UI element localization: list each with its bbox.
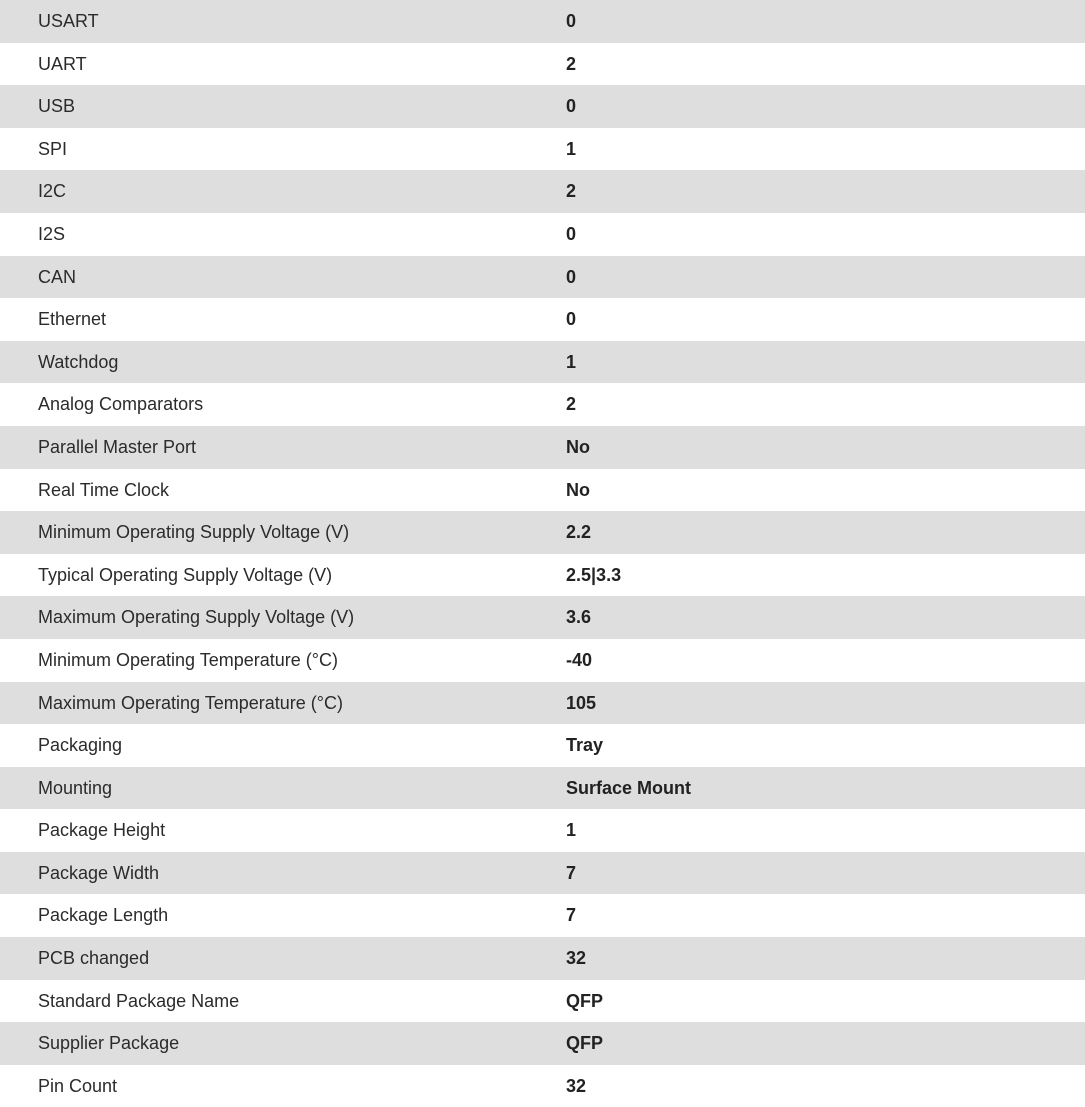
spec-value: No bbox=[566, 436, 590, 457]
spec-value: -40 bbox=[566, 649, 593, 670]
spec-label: Package Width bbox=[38, 862, 160, 883]
spec-row bbox=[0, 426, 1085, 469]
spec-label: Analog Comparators bbox=[38, 394, 204, 415]
spec-value: 1 bbox=[566, 351, 577, 372]
spec-value: 2.5|3.3 bbox=[566, 564, 622, 585]
spec-row bbox=[0, 682, 1085, 725]
spec-row bbox=[0, 767, 1085, 810]
spec-label: Maximum Operating Temperature (°C) bbox=[38, 692, 343, 713]
spec-value: 0 bbox=[566, 11, 577, 31]
spec-value: No bbox=[566, 479, 590, 500]
spec-label: I2S bbox=[38, 223, 66, 244]
spec-label: PCB changed bbox=[38, 948, 150, 969]
spec-value: QFP bbox=[566, 990, 604, 1011]
spec-value: 0 bbox=[566, 266, 577, 287]
spec-row bbox=[0, 85, 1085, 128]
spec-row bbox=[0, 1022, 1085, 1065]
spec-row bbox=[0, 298, 1085, 341]
spec-row bbox=[0, 170, 1085, 213]
spec-value: 2.2 bbox=[566, 522, 592, 543]
spec-row bbox=[0, 383, 1085, 426]
spec-label: Supplier Package bbox=[38, 1033, 180, 1054]
spec-row bbox=[0, 1065, 1085, 1107]
spec-value: 2 bbox=[566, 53, 577, 74]
spec-label: Real Time Clock bbox=[38, 479, 170, 500]
spec-label: Typical Operating Supply Voltage (V) bbox=[38, 564, 333, 585]
spec-row bbox=[0, 596, 1085, 639]
spec-row bbox=[0, 809, 1085, 852]
spec-value: 2 bbox=[566, 181, 577, 202]
spec-label: Package Height bbox=[38, 820, 166, 841]
spec-label: USB bbox=[38, 96, 76, 117]
spec-row bbox=[0, 256, 1085, 299]
spec-value: Tray bbox=[566, 735, 604, 756]
spec-label: Parallel Master Port bbox=[38, 436, 197, 457]
spec-label: Packaging bbox=[38, 735, 123, 756]
spec-row bbox=[0, 511, 1085, 554]
spec-value: 2 bbox=[566, 394, 577, 415]
spec-label: UART bbox=[38, 53, 87, 74]
spec-label: Minimum Operating Supply Voltage (V) bbox=[38, 522, 350, 543]
spec-label: USART bbox=[38, 11, 99, 31]
spec-label: Mounting bbox=[38, 777, 113, 798]
spec-label: Package Length bbox=[38, 905, 169, 926]
spec-label: I2C bbox=[38, 181, 67, 202]
spec-value: 1 bbox=[566, 138, 577, 159]
spec-row bbox=[0, 128, 1085, 171]
spec-label: Maximum Operating Supply Voltage (V) bbox=[38, 607, 355, 628]
spec-label: Standard Package Name bbox=[38, 990, 240, 1011]
spec-row bbox=[0, 43, 1085, 86]
spec-value: QFP bbox=[566, 1033, 604, 1054]
spec-value: 3.6 bbox=[566, 607, 592, 628]
spec-row bbox=[0, 639, 1085, 682]
spec-value: 0 bbox=[566, 223, 577, 244]
spec-label: Watchdog bbox=[38, 351, 119, 372]
spec-row bbox=[0, 341, 1085, 384]
spec-label: Pin Count bbox=[38, 1075, 118, 1096]
spec-value: 0 bbox=[566, 309, 577, 330]
spec-value: 0 bbox=[566, 96, 577, 117]
spec-value: 1 bbox=[566, 820, 577, 841]
spec-value: 32 bbox=[566, 948, 587, 969]
spec-row bbox=[0, 469, 1085, 512]
spec-row bbox=[0, 937, 1085, 980]
spec-label: Ethernet bbox=[38, 309, 107, 330]
spec-value: 7 bbox=[566, 905, 577, 926]
spec-value: 105 bbox=[566, 692, 597, 713]
spec-row bbox=[0, 852, 1085, 895]
spec-row bbox=[0, 980, 1085, 1023]
spec-label: SPI bbox=[38, 138, 68, 159]
spec-row bbox=[0, 554, 1085, 597]
spec-row bbox=[0, 213, 1085, 256]
spec-row bbox=[0, 894, 1085, 937]
spec-label: CAN bbox=[38, 266, 77, 287]
spec-row bbox=[0, 724, 1085, 767]
spec-label: Minimum Operating Temperature (°C) bbox=[38, 649, 338, 670]
spec-value: Surface Mount bbox=[566, 777, 692, 798]
spec-row bbox=[0, 0, 1085, 43]
spec-value: 32 bbox=[566, 1075, 587, 1096]
spec-value: 7 bbox=[566, 862, 577, 883]
